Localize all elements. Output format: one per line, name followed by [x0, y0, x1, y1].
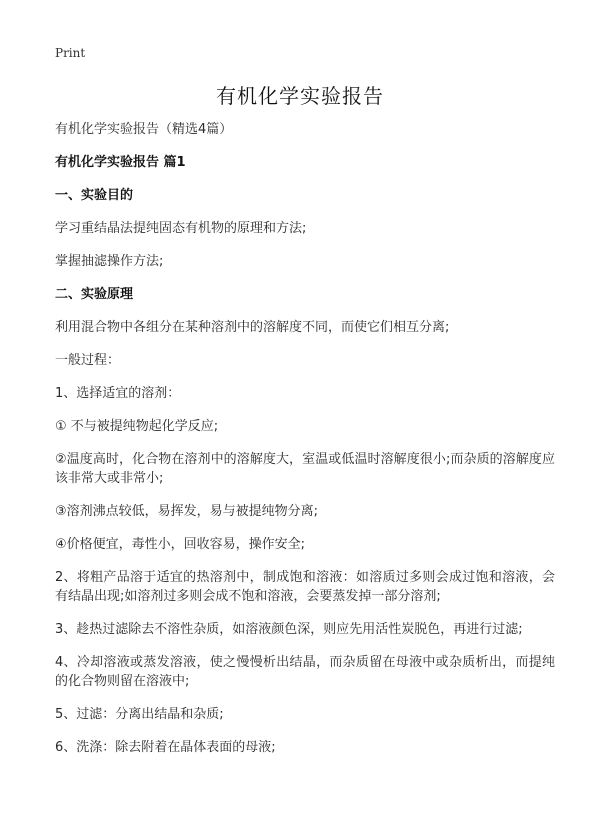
step-5: 5、过滤：分离出结晶和杂质; — [55, 707, 224, 722]
section-heading: 有机化学实验报告 篇1 — [55, 155, 186, 170]
document-subtitle: 有机化学实验报告（精选4篇） — [55, 122, 233, 137]
step-1: 1、选择适宜的溶剂： — [55, 386, 181, 401]
document-body — [55, 120, 555, 757]
step-6: 6、洗涤：除去附着在晶体表面的母液; — [55, 740, 276, 755]
condition-1: ① 不与被提纯物起化学反应; — [55, 419, 219, 434]
general-process-label: 一般过程： — [55, 353, 121, 368]
step-2: 2、将粗产品溶于适宜的热溶剂中，制成饱和溶液：如溶质过多则会成过饱和溶液，会有结晶出现;如溶剂过多则会成不饱和溶液，会要蒸发掉一部分溶剂; — [55, 570, 555, 604]
condition-4: ④价格便宜，毒性小，回收容易，操作安全; — [55, 537, 306, 552]
step-3: 3、趁热过滤除去不溶性杂质，如溶液颜色深，则应先用活性炭脱色，再进行过滤; — [55, 622, 523, 637]
page-title: 有机化学实验报告 — [216, 84, 384, 108]
aim-item-2: 掌握抽滤操作方法; — [55, 254, 164, 269]
heading-purpose: 一、实验目的 — [55, 188, 134, 203]
condition-2: ②温度高时，化合物在溶剂中的溶解度大，室温或低温时溶解度很小;而杂质的溶解度应该非常大或非常小; — [55, 452, 555, 486]
principle-text: 利用混合物中各组分在某种溶剂中的溶解度不同，而使它们相互分离; — [55, 320, 450, 335]
step-4: 4、冷却溶液或蒸发溶液，使之慢慢析出结晶，而杂质留在母液中或杂质析出，而提纯的化合物则留在溶液中; — [55, 655, 555, 689]
condition-3: ③溶剂沸点较低，易挥发，易与被提纯物分离; — [55, 504, 319, 519]
heading-principle: 二、实验原理 — [55, 287, 134, 302]
print-label: Print — [55, 46, 86, 60]
aim-item-1: 学习重结晶法提纯固态有机物的原理和方法; — [55, 221, 307, 236]
